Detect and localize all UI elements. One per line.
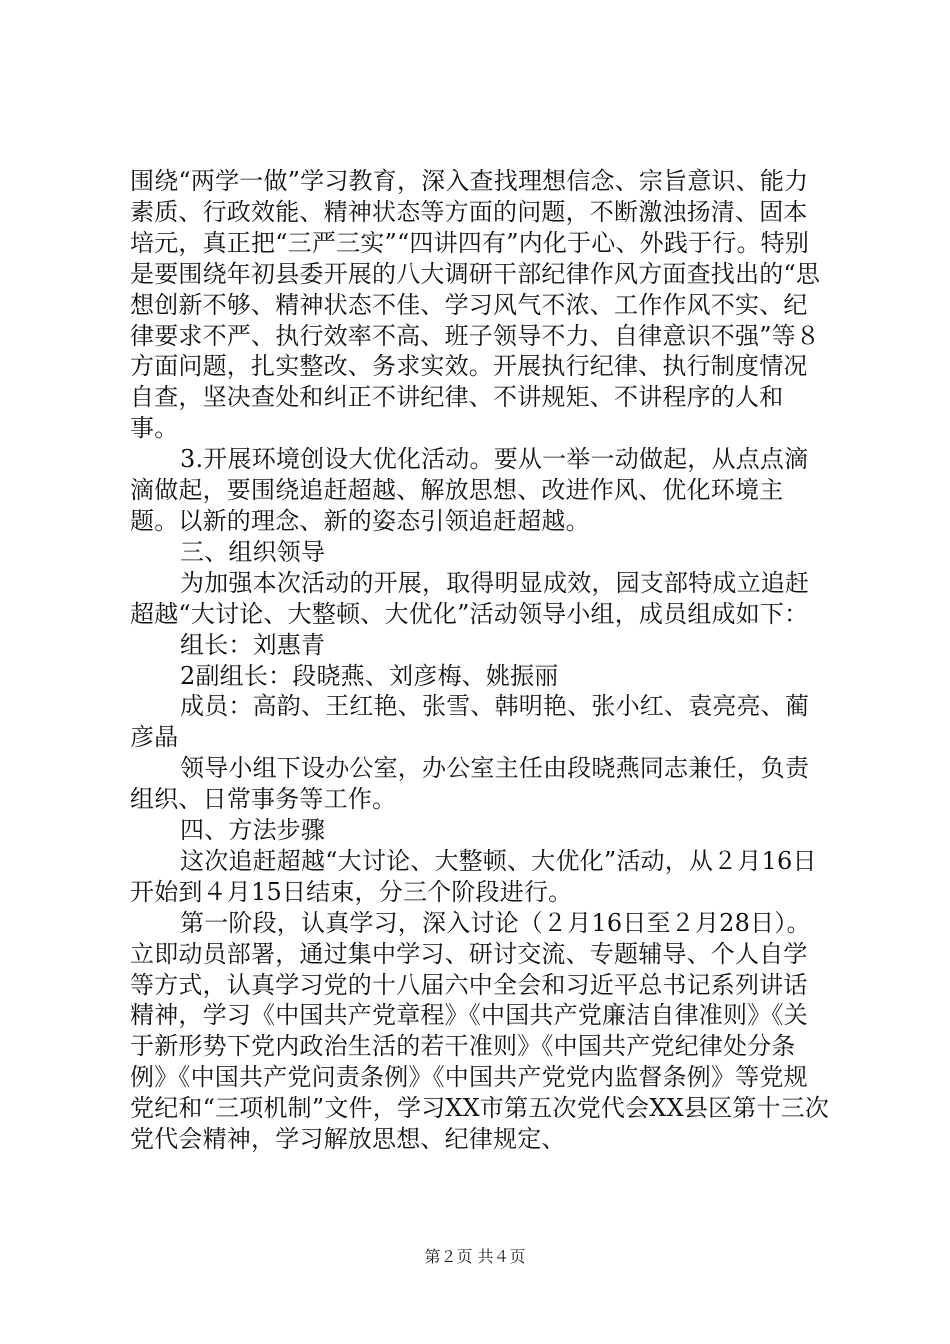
document-body	[130, 166, 830, 1155]
section-heading-methods: 四、方法步骤	[180, 816, 326, 845]
paragraph-schedule: 这次追赶超越“大讨论、大整顿、大优化”活动，从２月16日开始到４月15日结束，分三个阶段进行。	[130, 846, 817, 906]
paragraph-stage-one: 第一阶段，认真学习，深入讨论（２月16日至２月28日）。立即动员部署，通过集中学习、研讨交流、专题辅导、个人自学等方式，认真学习党的十八届六中全会和习近平总书记系列讲话精神，学习《中国共产党章程》《中国共产党廉洁自律准则》《关于新形势下党内政治生活的若干准则》《中国共产党纪律处分条例》《中国共产党问责条例》《中国共产党党内监督条例》等党规党纪和“三项机制”文件，学习XX市第五次党代会XX县区第十三次党代会精神，学习解放思想、纪律规定、	[130, 908, 830, 1154]
deputy-leader-line: 2副组长：段晓燕、刘彦梅、姚振丽	[180, 661, 559, 690]
members-line: 成员：高韵、王红艳、张雪、韩明艳、张小红、袁亮亮、蔺彦晶	[130, 692, 810, 752]
section-heading-organization: 三、组织领导	[180, 537, 326, 566]
paragraph-office: 领导小组下设办公室，办公室主任由段晓燕同志兼任，负责组织、日常事务等工作。	[130, 754, 810, 814]
paragraph-environment-activity: 3.开展环境创设大优化活动。要从一举一动做起，从点点滴滴做起，要围绕追赶超越、解放思想、改进作风、优化环境主题。以新的理念、新的姿态引领追赶超越。	[130, 445, 809, 535]
group-leader-line: 组长：刘惠青	[180, 630, 326, 659]
page-footer: 第２页 共４页	[424, 1247, 526, 1266]
paragraph-leading-group: 为加强本次活动的开展，取得明显成效，园支部特成立追赶超越“大讨论、大整顿、大优化”活动领导小组，成员组成如下：	[130, 568, 810, 628]
paragraph-continued-text: 围绕“两学一做”学习教育，深入查找理想信念、宗旨意识、能力素质、行政效能、精神状态等方面的问题，不断激浊扬清、固本培元，真正把“三严三实”“四讲四有”内化于心、外践于行。特别是要围绕年初县委开展的八大调研干部纪律作风方面查找出的“思想创新不够、精神状态不佳、学习风气不浓、工作作风不实、纪律要求不严、执行效率不高、班子领导不力、自律意识不强”等８方面问题，扎实整改、务求实效。开展执行纪律、执行制度情况自查，坚决查处和纠正不讲纪律、不讲规矩、不讲程序的人和事。	[130, 167, 821, 443]
